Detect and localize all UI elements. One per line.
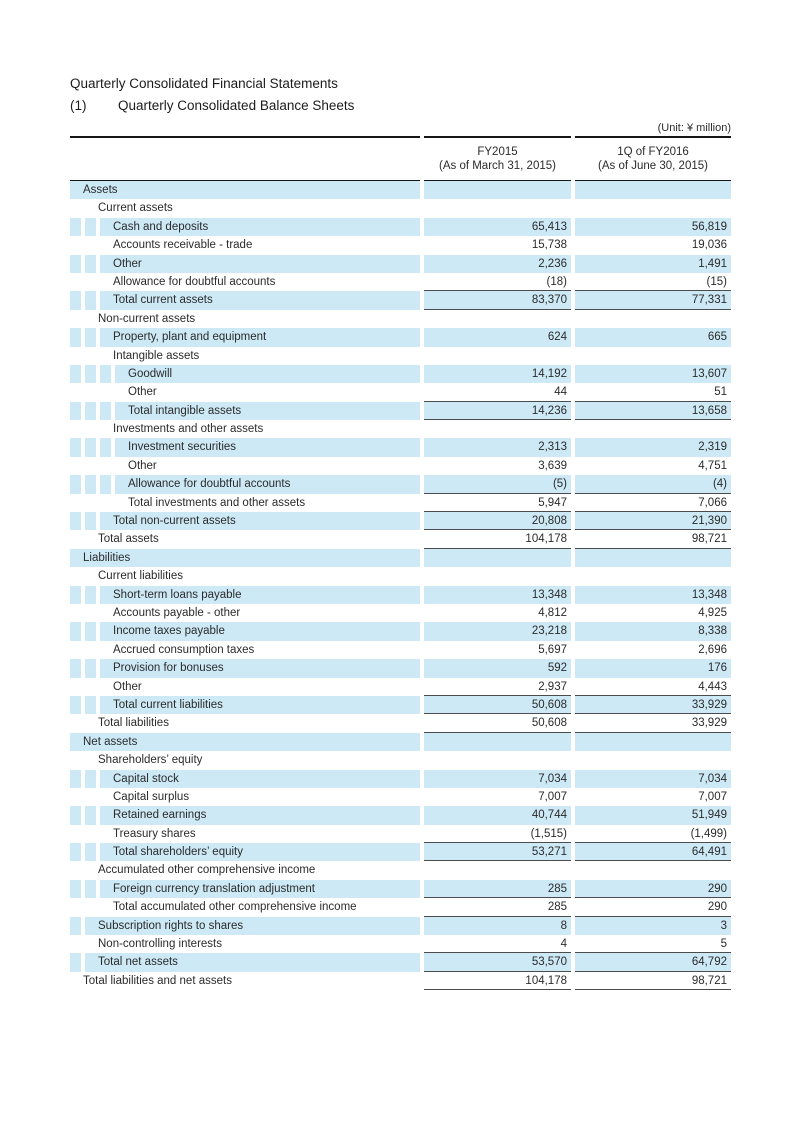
table-row xyxy=(70,586,731,604)
indent-spacer xyxy=(70,567,81,585)
indent-spacer xyxy=(70,880,81,898)
indent-spacer xyxy=(70,806,81,824)
value-1q-fy2016: 7,007 xyxy=(698,790,727,803)
value-fy2015 xyxy=(424,310,571,328)
row-label: Non-current assets xyxy=(98,312,196,325)
value-1q-fy2016: 19,036 xyxy=(691,239,727,252)
row-label: Current liabilities xyxy=(98,570,184,583)
value-1q-fy2016: (4) xyxy=(575,475,731,493)
table-row xyxy=(70,347,731,365)
row-label: Total current assets xyxy=(100,291,420,309)
indent-spacer xyxy=(85,586,96,604)
row-label: Total non-current assets xyxy=(100,512,420,530)
header-col-fy2015 xyxy=(424,136,571,181)
value-fy2015: 65,413 xyxy=(424,218,571,236)
indent-spacer xyxy=(70,494,81,512)
value-1q-fy2016: 33,929 xyxy=(575,714,731,732)
indent-spacer xyxy=(100,475,111,493)
value-1q-fy2016: 51 xyxy=(575,383,731,401)
table-row xyxy=(70,972,731,990)
indent-spacer xyxy=(85,825,96,843)
table-row xyxy=(70,751,731,769)
row-label: Income taxes payable xyxy=(100,622,420,640)
value-fy2015: 50,608 xyxy=(424,696,571,714)
indent-spacer xyxy=(70,512,81,530)
value-fy2015: 53,271 xyxy=(424,843,571,861)
row-label: Total intangible assets xyxy=(115,402,420,420)
indent-spacer xyxy=(85,218,96,236)
value-1q-fy2016 xyxy=(575,751,731,769)
indent-spacer xyxy=(100,383,111,401)
indent-spacer xyxy=(100,438,111,456)
indent-spacer xyxy=(70,843,81,861)
value-1q-fy2016 xyxy=(575,181,731,199)
value-fy2015: 7,034 xyxy=(424,770,571,788)
value-fy2015 xyxy=(424,751,571,769)
indent-spacer xyxy=(70,714,81,732)
value-fy2015: (1,515) xyxy=(424,825,571,843)
table-row xyxy=(70,806,731,824)
value-1q-fy2016: 4,443 xyxy=(575,678,731,696)
indent-spacer xyxy=(70,696,81,714)
table-row xyxy=(70,328,731,346)
row-label: Investments and other assets xyxy=(113,423,264,436)
indent-spacer xyxy=(70,604,81,622)
indent-spacer xyxy=(70,788,81,806)
value-1q-fy2016 xyxy=(575,549,731,567)
table-row xyxy=(70,255,731,273)
table-row xyxy=(70,917,731,935)
indent-spacer xyxy=(85,438,96,456)
row-label: Other xyxy=(128,386,157,399)
row-label: Liabilities xyxy=(70,549,420,567)
value-1q-fy2016: 77,331 xyxy=(575,291,731,309)
value-fy2015: 14,236 xyxy=(424,402,571,420)
indent-spacer xyxy=(70,770,81,788)
value-1q-fy2016 xyxy=(575,347,731,365)
value-1q-fy2016: 665 xyxy=(575,328,731,346)
indent-spacer xyxy=(70,678,81,696)
value-fy2015: 14,192 xyxy=(424,365,571,383)
indent-spacer xyxy=(85,291,96,309)
value-fy2015: 5,697 xyxy=(538,643,567,656)
value-fy2015: 104,178 xyxy=(424,972,571,990)
indent-spacer xyxy=(70,586,81,604)
indent-spacer xyxy=(85,383,96,401)
value-fy2015: 50,608 xyxy=(424,714,571,732)
value-fy2015: 2,236 xyxy=(424,255,571,273)
table-row xyxy=(70,696,731,714)
table-row xyxy=(70,549,731,567)
value-fy2015: 40,744 xyxy=(424,806,571,824)
row-label: Total net assets xyxy=(85,953,420,971)
row-label: Subscription rights to shares xyxy=(85,917,420,935)
value-fy2015 xyxy=(424,420,571,438)
indent-spacer xyxy=(70,402,81,420)
value-fy2015: 104,178 xyxy=(424,530,571,548)
table-row xyxy=(70,402,731,420)
row-label: Total liabilities xyxy=(98,717,169,730)
row-label: Other xyxy=(113,680,142,693)
indent-spacer xyxy=(85,347,96,365)
table-row xyxy=(70,678,731,696)
indent-spacer xyxy=(85,604,96,622)
value-1q-fy2016: 290 xyxy=(575,898,731,916)
value-1q-fy2016: 3 xyxy=(575,917,731,935)
indent-spacer xyxy=(70,218,81,236)
section-subtitle-text: Quarterly Consolidated Balance Sheets xyxy=(118,98,355,113)
row-label: Accounts receivable - trade xyxy=(113,239,253,252)
table-row xyxy=(70,843,731,861)
value-1q-fy2016: 13,658 xyxy=(575,402,731,420)
table-row xyxy=(70,714,731,732)
indent-spacer xyxy=(70,420,81,438)
indent-spacer xyxy=(70,825,81,843)
indent-spacer xyxy=(70,328,81,346)
value-fy2015: 15,738 xyxy=(531,239,567,252)
row-label: Short-term loans payable xyxy=(100,586,420,604)
value-1q-fy2016: 4,751 xyxy=(698,459,727,472)
value-1q-fy2016 xyxy=(575,567,731,585)
value-1q-fy2016: 51,949 xyxy=(575,806,731,824)
indent-spacer xyxy=(85,622,96,640)
header-col-1q-fy2016 xyxy=(575,136,731,181)
table-row xyxy=(70,604,731,622)
value-1q-fy2016: 8,338 xyxy=(575,622,731,640)
value-1q-fy2016: 64,792 xyxy=(575,953,731,971)
value-fy2015 xyxy=(424,199,571,217)
indent-spacer xyxy=(85,659,96,677)
value-1q-fy2016 xyxy=(575,199,731,217)
table-row xyxy=(70,438,731,456)
balance-sheet-table xyxy=(70,181,731,990)
indent-spacer xyxy=(85,770,96,788)
value-fy2015 xyxy=(424,733,571,751)
indent-spacer xyxy=(85,880,96,898)
row-label: Allowance for doubtful accounts xyxy=(115,475,420,493)
value-fy2015: (5) xyxy=(424,475,571,493)
page-title: Quarterly Consolidated Financial Statements xyxy=(70,76,338,91)
table-row xyxy=(70,770,731,788)
table-row xyxy=(70,530,731,548)
row-label: Total liabilities and net assets xyxy=(83,974,232,987)
indent-spacer xyxy=(70,917,81,935)
table-row xyxy=(70,953,731,971)
row-label: Capital surplus xyxy=(113,790,190,803)
value-fy2015: 285 xyxy=(424,898,571,916)
indent-spacer xyxy=(85,696,96,714)
value-1q-fy2016: 4,925 xyxy=(698,606,727,619)
value-1q-fy2016: 5 xyxy=(575,935,731,953)
value-fy2015: 20,808 xyxy=(424,512,571,530)
value-fy2015: 8 xyxy=(424,917,571,935)
indent-spacer xyxy=(85,420,96,438)
indent-spacer xyxy=(70,347,81,365)
table-row xyxy=(70,733,731,751)
value-1q-fy2016: 7,066 xyxy=(575,494,731,512)
indent-spacer xyxy=(85,402,96,420)
row-label: Shareholders’ equity xyxy=(98,754,203,767)
value-1q-fy2016: 1,491 xyxy=(575,255,731,273)
indent-spacer xyxy=(70,291,81,309)
table-row xyxy=(70,935,731,953)
indent-spacer xyxy=(85,788,96,806)
indent-spacer xyxy=(100,365,111,383)
indent-spacer xyxy=(85,255,96,273)
indent-spacer xyxy=(100,457,111,475)
indent-spacer xyxy=(70,383,81,401)
table-row xyxy=(70,475,731,493)
value-1q-fy2016: 98,721 xyxy=(575,530,731,548)
value-fy2015: 13,348 xyxy=(424,586,571,604)
table-row xyxy=(70,181,731,199)
table-row xyxy=(70,898,731,916)
table-row xyxy=(70,641,731,659)
indent-spacer xyxy=(85,365,96,383)
table-row xyxy=(70,236,731,254)
table-row xyxy=(70,659,731,677)
indent-spacer xyxy=(85,273,96,291)
value-fy2015: 83,370 xyxy=(424,291,571,309)
row-label: Accrued consumption taxes xyxy=(113,643,255,656)
table-row xyxy=(70,512,731,530)
value-fy2015 xyxy=(424,347,571,365)
row-label: Goodwill xyxy=(115,365,420,383)
table-row xyxy=(70,788,731,806)
value-1q-fy2016: 290 xyxy=(575,880,731,898)
indent-spacer xyxy=(70,659,81,677)
indent-spacer xyxy=(70,438,81,456)
value-1q-fy2016 xyxy=(575,310,731,328)
table-row xyxy=(70,880,731,898)
header-col-1q-fy2016-line1: 1Q of FY2016 xyxy=(617,146,689,158)
indent-spacer xyxy=(70,199,81,217)
table-row xyxy=(70,365,731,383)
row-label: Treasury shares xyxy=(113,827,196,840)
value-1q-fy2016: 2,319 xyxy=(575,438,731,456)
table-row xyxy=(70,199,731,217)
row-label: Other xyxy=(100,255,420,273)
indent-spacer xyxy=(85,457,96,475)
table-row xyxy=(70,291,731,309)
indent-spacer xyxy=(85,475,96,493)
value-1q-fy2016: 64,491 xyxy=(575,843,731,861)
row-label: Accounts payable - other xyxy=(113,606,241,619)
indent-spacer xyxy=(70,530,81,548)
indent-spacer xyxy=(70,935,81,953)
value-1q-fy2016 xyxy=(575,733,731,751)
value-fy2015: 4 xyxy=(424,935,571,953)
indent-spacer xyxy=(70,475,81,493)
indent-spacer xyxy=(100,494,111,512)
section-number: (1) xyxy=(70,98,87,113)
indent-spacer xyxy=(85,898,96,916)
row-label: Provision for bonuses xyxy=(100,659,420,677)
indent-spacer xyxy=(100,402,111,420)
row-label: Assets xyxy=(70,181,420,199)
value-fy2015: 7,007 xyxy=(538,790,567,803)
value-fy2015: 285 xyxy=(424,880,571,898)
indent-spacer xyxy=(70,641,81,659)
row-label: Total investments and other assets xyxy=(128,496,306,509)
value-fy2015: (18) xyxy=(424,273,571,291)
table-header-row xyxy=(70,136,731,181)
table-row xyxy=(70,622,731,640)
indent-spacer xyxy=(70,310,81,328)
value-1q-fy2016: 56,819 xyxy=(575,218,731,236)
indent-spacer xyxy=(85,678,96,696)
value-fy2015 xyxy=(424,549,571,567)
indent-spacer xyxy=(70,751,81,769)
indent-spacer xyxy=(70,953,81,971)
row-label: Intangible assets xyxy=(113,349,200,362)
table-row xyxy=(70,310,731,328)
indent-spacer xyxy=(70,255,81,273)
row-label: Foreign currency translation adjustment xyxy=(100,880,420,898)
document-body xyxy=(70,0,731,990)
value-fy2015: 2,937 xyxy=(424,678,571,696)
indent-spacer xyxy=(70,273,81,291)
row-label: Allowance for doubtful accounts xyxy=(113,275,276,288)
row-label: Capital stock xyxy=(100,770,420,788)
row-label: Total current liabilities xyxy=(100,696,420,714)
table-row xyxy=(70,383,731,401)
row-label: Retained earnings xyxy=(100,806,420,824)
table-row xyxy=(70,567,731,585)
value-fy2015: 624 xyxy=(424,328,571,346)
table-row xyxy=(70,457,731,475)
indent-spacer xyxy=(85,806,96,824)
row-label: Total assets xyxy=(98,533,159,546)
value-fy2015: 2,313 xyxy=(424,438,571,456)
value-1q-fy2016: 7,034 xyxy=(575,770,731,788)
indent-spacer xyxy=(85,328,96,346)
row-label: Total accumulated other comprehensive income xyxy=(113,901,357,914)
row-label: Net assets xyxy=(70,733,420,751)
indent-spacer xyxy=(70,622,81,640)
indent-spacer xyxy=(85,641,96,659)
unit-note: (Unit: ¥ million) xyxy=(657,122,731,134)
table-row xyxy=(70,420,731,438)
row-label: Total shareholders’ equity xyxy=(100,843,420,861)
header-col-fy2015-line2: (As of March 31, 2015) xyxy=(439,160,556,172)
value-fy2015: 53,570 xyxy=(424,953,571,971)
table-row xyxy=(70,273,731,291)
value-1q-fy2016 xyxy=(575,420,731,438)
value-fy2015 xyxy=(424,861,571,879)
indent-spacer xyxy=(70,457,81,475)
table-row xyxy=(70,218,731,236)
section-subtitle xyxy=(70,98,731,113)
value-1q-fy2016: 98,721 xyxy=(575,972,731,990)
indent-spacer xyxy=(85,512,96,530)
value-1q-fy2016: 176 xyxy=(575,659,731,677)
indent-spacer xyxy=(70,898,81,916)
indent-spacer xyxy=(70,365,81,383)
row-label: Investment securities xyxy=(115,438,420,456)
row-label: Other xyxy=(128,459,157,472)
value-1q-fy2016: (15) xyxy=(575,273,731,291)
indent-spacer xyxy=(70,236,81,254)
row-label: Property, plant and equipment xyxy=(100,328,420,346)
header-label-spacer xyxy=(70,136,420,181)
value-fy2015: 23,218 xyxy=(424,622,571,640)
value-fy2015: 5,947 xyxy=(424,494,571,512)
value-1q-fy2016: (1,499) xyxy=(575,825,731,843)
row-label: Accumulated other comprehensive income xyxy=(98,864,316,877)
indent-spacer xyxy=(85,236,96,254)
value-fy2015: 592 xyxy=(424,659,571,677)
header-col-1q-fy2016-line2: (As of June 30, 2015) xyxy=(598,160,708,172)
header-col-fy2015-line1: FY2015 xyxy=(477,146,518,158)
indent-spacer xyxy=(85,843,96,861)
row-label: Current assets xyxy=(98,202,173,215)
value-1q-fy2016: 13,348 xyxy=(575,586,731,604)
indent-spacer xyxy=(70,861,81,879)
indent-spacer xyxy=(85,494,96,512)
value-1q-fy2016: 2,696 xyxy=(698,643,727,656)
row-label: Non-controlling interests xyxy=(98,938,223,951)
row-label: Cash and deposits xyxy=(100,218,420,236)
value-fy2015: 44 xyxy=(424,383,571,401)
value-1q-fy2016: 13,607 xyxy=(575,365,731,383)
table-row xyxy=(70,494,731,512)
value-1q-fy2016: 21,390 xyxy=(575,512,731,530)
value-1q-fy2016 xyxy=(575,861,731,879)
value-fy2015 xyxy=(424,181,571,199)
table-row xyxy=(70,861,731,879)
value-1q-fy2016: 33,929 xyxy=(575,696,731,714)
value-fy2015: 4,812 xyxy=(538,606,567,619)
table-row xyxy=(70,825,731,843)
value-fy2015: 3,639 xyxy=(538,459,567,472)
value-fy2015 xyxy=(424,567,571,585)
